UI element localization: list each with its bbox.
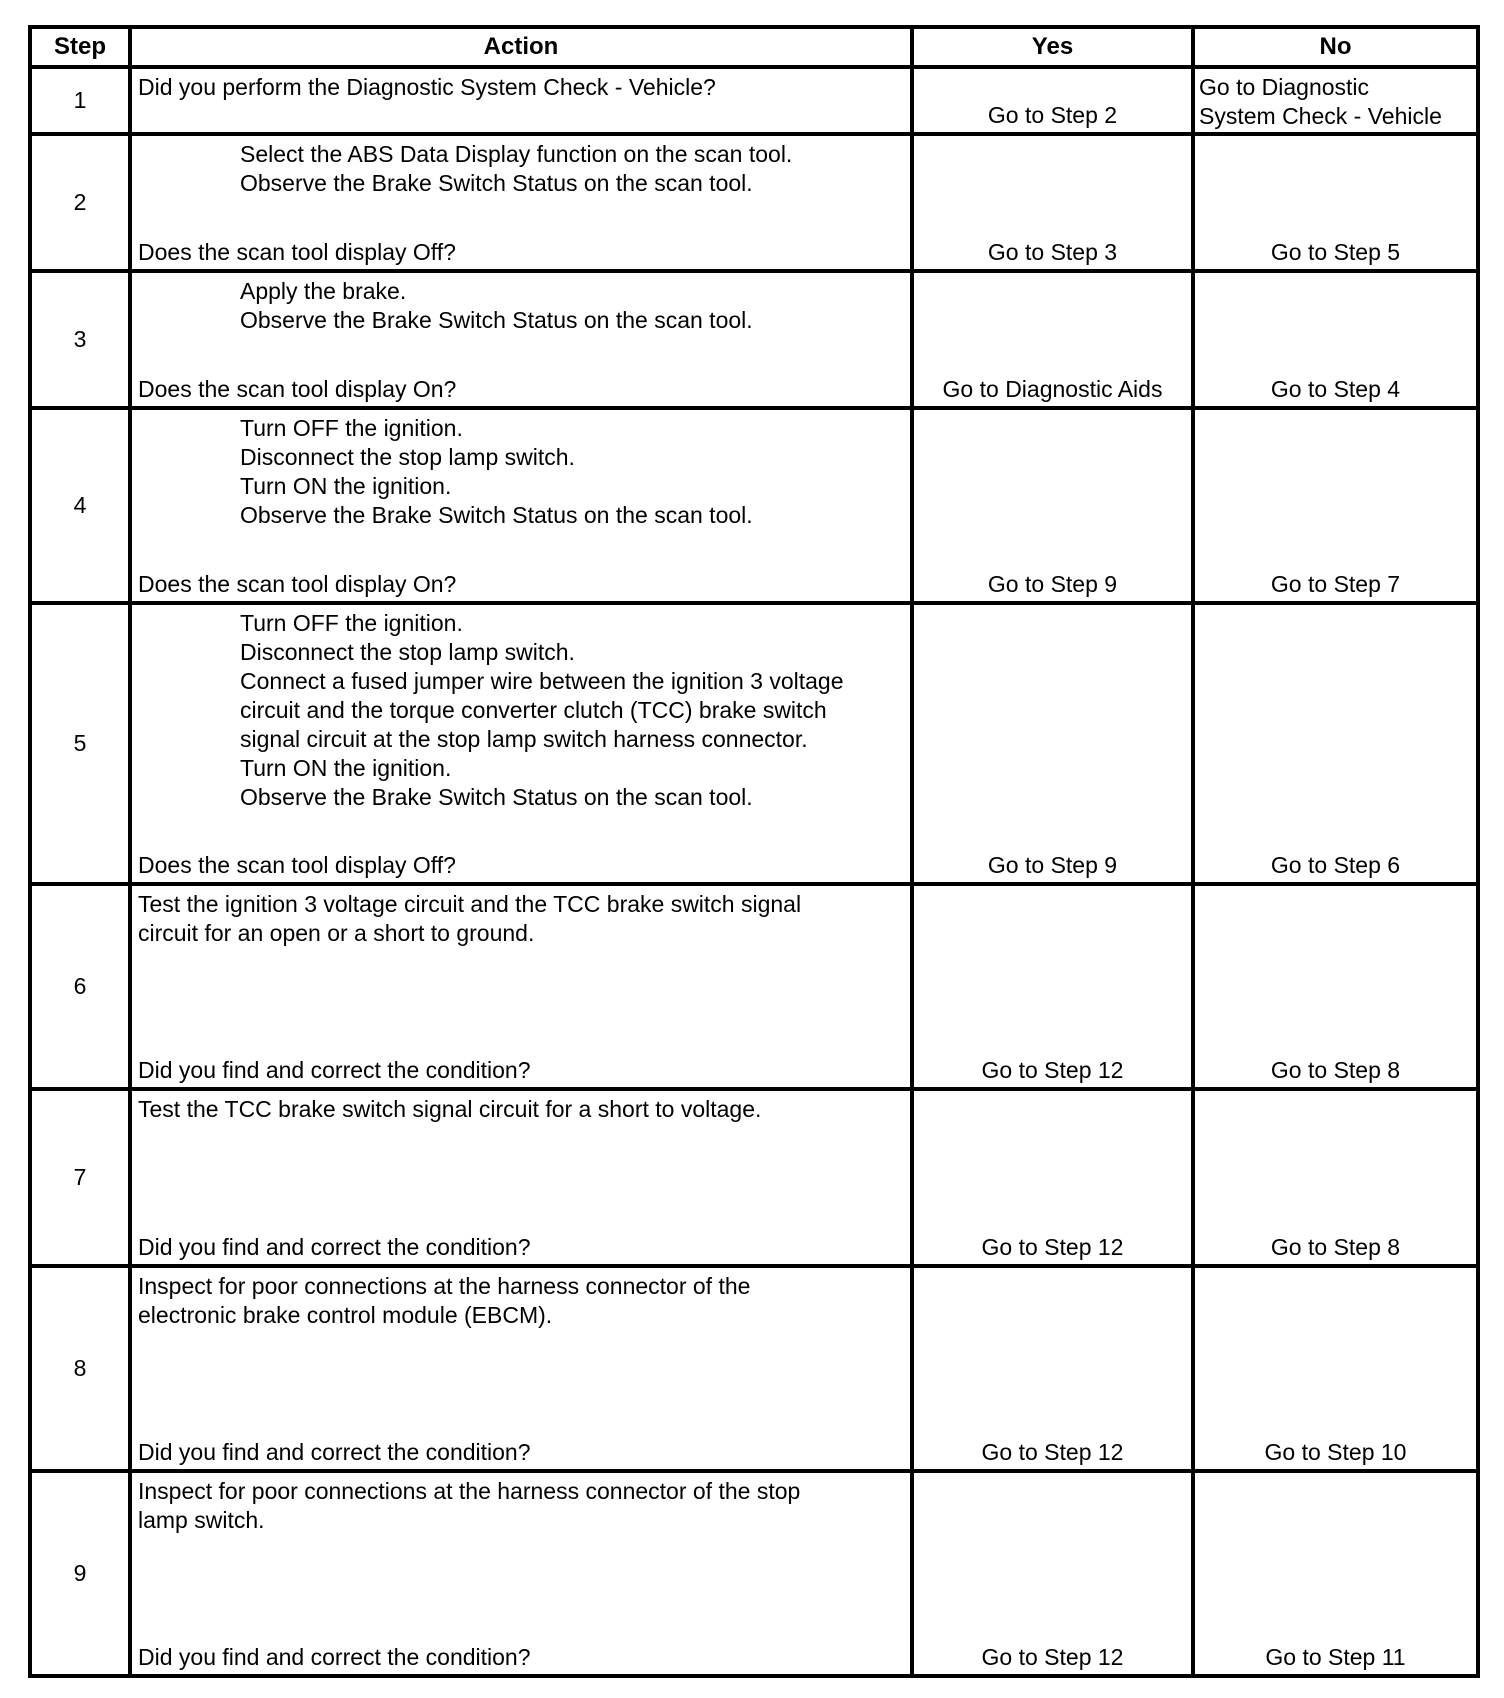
no-content (1195, 69, 1476, 132)
yes-cell (912, 603, 1193, 884)
yes-cell (912, 67, 1193, 134)
action-line: lamp switch. (138, 1507, 265, 1533)
action-content (132, 886, 910, 1087)
yes-content (914, 410, 1191, 601)
action-instructions (138, 414, 904, 530)
no-content (1195, 886, 1476, 1087)
yes-answer: Go to Step 9 (987, 852, 1118, 878)
step-number: 2 (30, 134, 130, 271)
no-cell (1193, 67, 1478, 134)
action-line: Turn ON the ignition. (240, 755, 452, 781)
action-cell (130, 1471, 912, 1676)
no-cell (1193, 271, 1478, 408)
table-row (30, 1089, 1478, 1266)
yes-cell (912, 134, 1193, 271)
action-instructions (138, 1272, 904, 1330)
action-instructions (138, 1095, 904, 1124)
no-cell (1193, 408, 1478, 603)
action-question: Did you find and correct the condition? (138, 1644, 531, 1670)
no-answer-line: Go to Diagnostic (1199, 74, 1370, 100)
no-answer: Go to Step 5 (1270, 239, 1401, 265)
yes-cell (912, 1266, 1193, 1471)
action-content (132, 136, 910, 269)
no-content (1195, 136, 1476, 269)
action-content (132, 1268, 910, 1469)
action-question: Did you find and correct the condition? (138, 1234, 531, 1260)
action-question: Does the scan tool display Off? (138, 239, 456, 265)
action-line: Turn OFF the ignition. (240, 415, 463, 441)
header-step: Step (30, 27, 130, 67)
action-line: Inspect for poor connections at the harness connector of the stop (138, 1478, 801, 1504)
no-answer: Go to Step 10 (1264, 1439, 1407, 1465)
yes-answer: Go to Step 12 (981, 1234, 1124, 1260)
action-line: circuit and the torque converter clutch (TCC) brake switch (240, 697, 827, 723)
yes-content (914, 1268, 1191, 1469)
action-line: Apply the brake. (240, 278, 407, 304)
header-action: Action (130, 27, 912, 67)
action-cell (130, 603, 912, 884)
action-content (132, 1473, 910, 1674)
action-cell (130, 884, 912, 1089)
action-line: Observe the Brake Switch Status on the scan tool. (240, 502, 753, 528)
yes-answer: Go to Step 3 (987, 239, 1118, 265)
no-content (1195, 605, 1476, 882)
no-cell (1193, 1089, 1478, 1266)
no-cell (1193, 1471, 1478, 1676)
action-line: Disconnect the stop lamp switch. (240, 639, 575, 665)
yes-cell (912, 271, 1193, 408)
action-cell (130, 1089, 912, 1266)
table-row (30, 67, 1478, 134)
action-instructions (138, 890, 904, 948)
no-cell (1193, 884, 1478, 1089)
no-content (1195, 1091, 1476, 1264)
yes-content (914, 136, 1191, 269)
no-cell (1193, 603, 1478, 884)
diagnostic-table (28, 25, 1480, 1678)
action-cell (130, 408, 912, 603)
no-content (1195, 273, 1476, 406)
yes-answer: Go to Step 12 (981, 1644, 1124, 1670)
no-content (1195, 1268, 1476, 1469)
yes-answer: Go to Step 12 (981, 1439, 1124, 1465)
step-number: 6 (30, 884, 130, 1089)
yes-content (914, 886, 1191, 1087)
action-content (132, 69, 910, 132)
yes-answer: Go to Step 2 (987, 102, 1118, 128)
action-line: Disconnect the stop lamp switch. (240, 444, 575, 470)
yes-cell (912, 1089, 1193, 1266)
step-number: 7 (30, 1089, 130, 1266)
yes-answer: Go to Step 9 (987, 571, 1118, 597)
action-instructions (138, 140, 904, 198)
action-line: Observe the Brake Switch Status on the scan tool. (240, 307, 753, 333)
no-content (1195, 1473, 1476, 1674)
action-content (132, 410, 910, 601)
action-line: circuit for an open or a short to ground. (138, 920, 535, 946)
action-cell (130, 67, 912, 134)
action-question: Does the scan tool display Off? (138, 852, 456, 878)
header-row (30, 27, 1478, 67)
action-content (132, 273, 910, 406)
no-answer: Go to Step 7 (1270, 571, 1401, 597)
action-content (132, 1091, 910, 1264)
no-answer: Go to Step 8 (1270, 1234, 1401, 1260)
no-answer: Go to Step 8 (1270, 1057, 1401, 1083)
no-answer (1199, 73, 1442, 131)
table-row (30, 134, 1478, 271)
step-number: 9 (30, 1471, 130, 1676)
step-number: 5 (30, 603, 130, 884)
action-line: Observe the Brake Switch Status on the scan tool. (240, 170, 753, 196)
yes-content (914, 273, 1191, 406)
action-line: Turn ON the ignition. (240, 473, 452, 499)
action-instructions (138, 1477, 904, 1535)
header-yes: Yes (912, 27, 1193, 67)
action-cell (130, 134, 912, 271)
table-row (30, 1266, 1478, 1471)
no-answer-line: System Check - Vehicle (1199, 103, 1442, 129)
step-number: 1 (30, 67, 130, 134)
action-line: Inspect for poor connections at the harness connector of the (138, 1273, 751, 1299)
table-body (30, 67, 1478, 1676)
yes-content (914, 1091, 1191, 1264)
step-number: 4 (30, 408, 130, 603)
action-line: Test the TCC brake switch signal circuit for a short to voltage. (138, 1096, 762, 1122)
action-cell (130, 1266, 912, 1471)
action-question: Did you find and correct the condition? (138, 1057, 531, 1083)
no-cell (1193, 1266, 1478, 1471)
action-line: Test the ignition 3 voltage circuit and the TCC brake switch signal (138, 891, 802, 917)
table-row (30, 408, 1478, 603)
action-content (132, 605, 910, 882)
table-row (30, 884, 1478, 1089)
action-line: Connect a fused jumper wire between the ignition 3 voltage (240, 668, 844, 694)
action-question: Does the scan tool display On? (138, 571, 457, 597)
table-row (30, 1471, 1478, 1676)
yes-answer: Go to Step 12 (981, 1057, 1124, 1083)
step-number: 8 (30, 1266, 130, 1471)
no-cell (1193, 134, 1478, 271)
table-row (30, 603, 1478, 884)
yes-cell (912, 1471, 1193, 1676)
yes-cell (912, 408, 1193, 603)
action-line: Did you perform the Diagnostic System Check - Vehicle? (138, 74, 716, 100)
action-question: Did you find and correct the condition? (138, 1439, 531, 1465)
action-line: Turn OFF the ignition. (240, 610, 463, 636)
no-content (1195, 410, 1476, 601)
action-line: electronic brake control module (EBCM). (138, 1302, 553, 1328)
yes-content (914, 69, 1191, 132)
yes-cell (912, 884, 1193, 1089)
yes-content (914, 1473, 1191, 1674)
table-row (30, 271, 1478, 408)
action-instructions (138, 277, 904, 335)
step-number: 3 (30, 271, 130, 408)
yes-content (914, 605, 1191, 882)
action-line: Observe the Brake Switch Status on the scan tool. (240, 784, 753, 810)
no-answer: Go to Step 11 (1265, 1644, 1406, 1670)
action-instructions (138, 609, 904, 812)
action-line: signal circuit at the stop lamp switch harness connector. (240, 726, 808, 752)
no-answer: Go to Step 4 (1270, 376, 1401, 402)
yes-answer: Go to Diagnostic Aids (942, 376, 1163, 402)
action-instructions (138, 73, 904, 102)
action-line: Select the ABS Data Display function on the scan tool. (240, 141, 793, 167)
action-cell (130, 271, 912, 408)
action-question: Does the scan tool display On? (138, 376, 457, 402)
no-answer: Go to Step 6 (1270, 852, 1401, 878)
header-no: No (1193, 27, 1478, 67)
